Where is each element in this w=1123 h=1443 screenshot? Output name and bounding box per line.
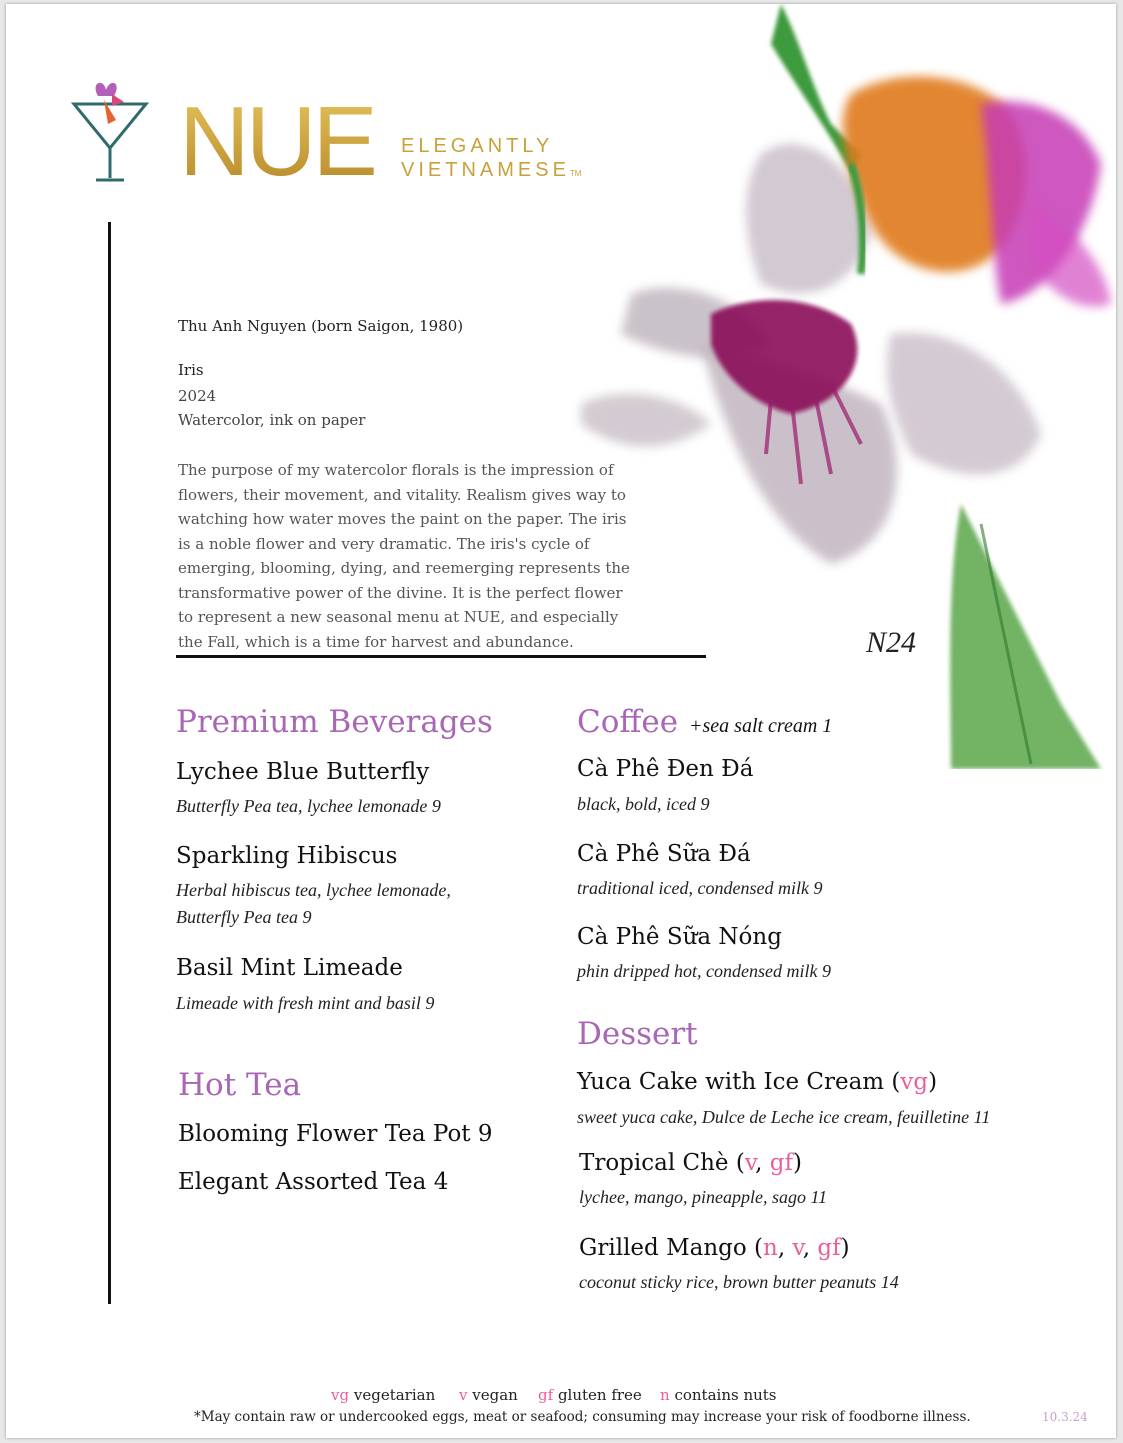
dessert-name: Tropical Chè bbox=[579, 1150, 729, 1176]
menu-item-name: Cà Phê Sữa Nóng bbox=[577, 924, 782, 950]
menu-item-name: Cà Phê Đen Đá bbox=[577, 756, 754, 782]
section-title-dessert: Dessert bbox=[577, 1016, 698, 1052]
food-safety-disclaimer: *May contain raw or undercooked eggs, meat or seafood; consuming may increase your risk of foodborne illness. bbox=[194, 1409, 971, 1425]
legend-label: contains nuts bbox=[674, 1386, 777, 1404]
legend-vegetarian bbox=[331, 1386, 435, 1404]
artwork-description: The purpose of my watercolor florals is the impression of flowers, their movement, and vitality. Realism gives way to watching how water moves the paint on the paper. The iris is a noble flower and very dramatic. The iris's cycle of emerging, blooming, dying, and reemerging represents the transformative power of the divine. It is the perfect flower to represent a new seasonal menu at NUE, and especially the Fall, which is a time for harvest and abundance. bbox=[178, 461, 630, 651]
menu-item-name: Lychee Blue Butterfly bbox=[176, 759, 430, 785]
diet-tag: n bbox=[763, 1235, 778, 1261]
menu-item-name: Elegant Assorted Tea 4 bbox=[178, 1169, 449, 1195]
section-title-coffee: Coffee bbox=[577, 704, 679, 740]
diet-tag: v bbox=[792, 1235, 803, 1261]
artist-signature: N24 bbox=[866, 626, 917, 659]
legend-label: vegan bbox=[472, 1386, 518, 1404]
brand-logo: NUE bbox=[179, 86, 374, 196]
brand-tagline-line2: VIETNAMESETM bbox=[401, 159, 582, 181]
artwork-year: 2024 bbox=[178, 387, 217, 405]
menu-item-desc: Limeade with fresh mint and basil 9 bbox=[176, 993, 435, 1013]
menu-item-desc: phin dripped hot, condensed milk 9 bbox=[577, 961, 831, 981]
artwork-medium: Watercolor, ink on paper bbox=[178, 411, 366, 429]
horizontal-divider bbox=[176, 655, 706, 658]
menu-item-desc: traditional iced, condensed milk 9 bbox=[577, 878, 823, 898]
trademark: TM bbox=[569, 169, 582, 178]
diet-tag: gf bbox=[769, 1150, 793, 1176]
legend-vegan bbox=[459, 1386, 518, 1404]
menu-item-name: Cà Phê Sữa Đá bbox=[577, 841, 751, 867]
legend-label: vegetarian bbox=[353, 1386, 436, 1404]
paren: ( bbox=[735, 1150, 745, 1176]
dessert-name: Yuca Cake with Ice Cream bbox=[577, 1069, 885, 1095]
section-title-premium-beverages: Premium Beverages bbox=[176, 704, 493, 740]
separator: , bbox=[777, 1235, 793, 1261]
separator: , bbox=[755, 1150, 770, 1176]
menu-item-name bbox=[577, 1069, 937, 1095]
menu-item-desc: Butterfly Pea tea 9 bbox=[176, 907, 312, 927]
legend-code: vg bbox=[331, 1386, 350, 1404]
menu-page bbox=[6, 4, 1116, 1438]
menu-item-desc: lychee, mango, pineapple, sago 11 bbox=[579, 1187, 828, 1207]
paren: ( bbox=[754, 1235, 764, 1261]
menu-item-desc: sweet yuca cake, Dulce de Leche ice cream, feuilletine 11 bbox=[577, 1107, 991, 1127]
legend-contains-nuts bbox=[660, 1386, 777, 1404]
legend-gluten-free bbox=[538, 1386, 642, 1404]
menu-item-name: Basil Mint Limeade bbox=[176, 955, 403, 981]
paren: ) bbox=[792, 1150, 802, 1176]
menu-item-name: Blooming Flower Tea Pot 9 bbox=[178, 1121, 493, 1147]
paren: ) bbox=[840, 1235, 850, 1261]
dessert-name: Grilled Mango bbox=[579, 1235, 747, 1261]
menu-item-desc: Butterfly Pea tea, lychee lemonade 9 bbox=[176, 796, 441, 816]
menu-item-name: Sparkling Hibiscus bbox=[176, 843, 398, 869]
vertical-divider bbox=[108, 222, 111, 1304]
menu-item-name bbox=[579, 1235, 850, 1261]
separator: , bbox=[802, 1235, 818, 1261]
legend-code: gf bbox=[538, 1386, 554, 1404]
diet-tag: gf bbox=[817, 1235, 841, 1261]
artwork-artist: Thu Anh Nguyen (born Saigon, 1980) bbox=[178, 317, 464, 335]
menu-item-name bbox=[579, 1150, 802, 1176]
menu-item-desc: black, bold, iced 9 bbox=[577, 794, 710, 814]
diet-tag: vg bbox=[900, 1069, 929, 1095]
paren: ( bbox=[891, 1069, 901, 1095]
paren: ) bbox=[928, 1069, 938, 1095]
menu-item-desc: coconut sticky rice, brown butter peanuts 14 bbox=[579, 1272, 899, 1292]
brand-tagline-line1: ELEGANTLY bbox=[401, 135, 554, 157]
legend-code: n bbox=[660, 1386, 670, 1404]
legend-code: v bbox=[459, 1386, 468, 1404]
martini-glass-logo-icon bbox=[68, 76, 152, 186]
legend-label: gluten free bbox=[557, 1386, 642, 1404]
section-title-hot-tea: Hot Tea bbox=[178, 1067, 302, 1103]
diet-tag: v bbox=[744, 1150, 756, 1176]
menu-item-desc: Herbal hibiscus tea, lychee lemonade, bbox=[176, 880, 451, 900]
artwork-title: Iris bbox=[178, 361, 204, 379]
coffee-addon: +sea salt cream 1 bbox=[689, 715, 833, 737]
menu-date: 10.3.24 bbox=[1042, 1410, 1088, 1424]
